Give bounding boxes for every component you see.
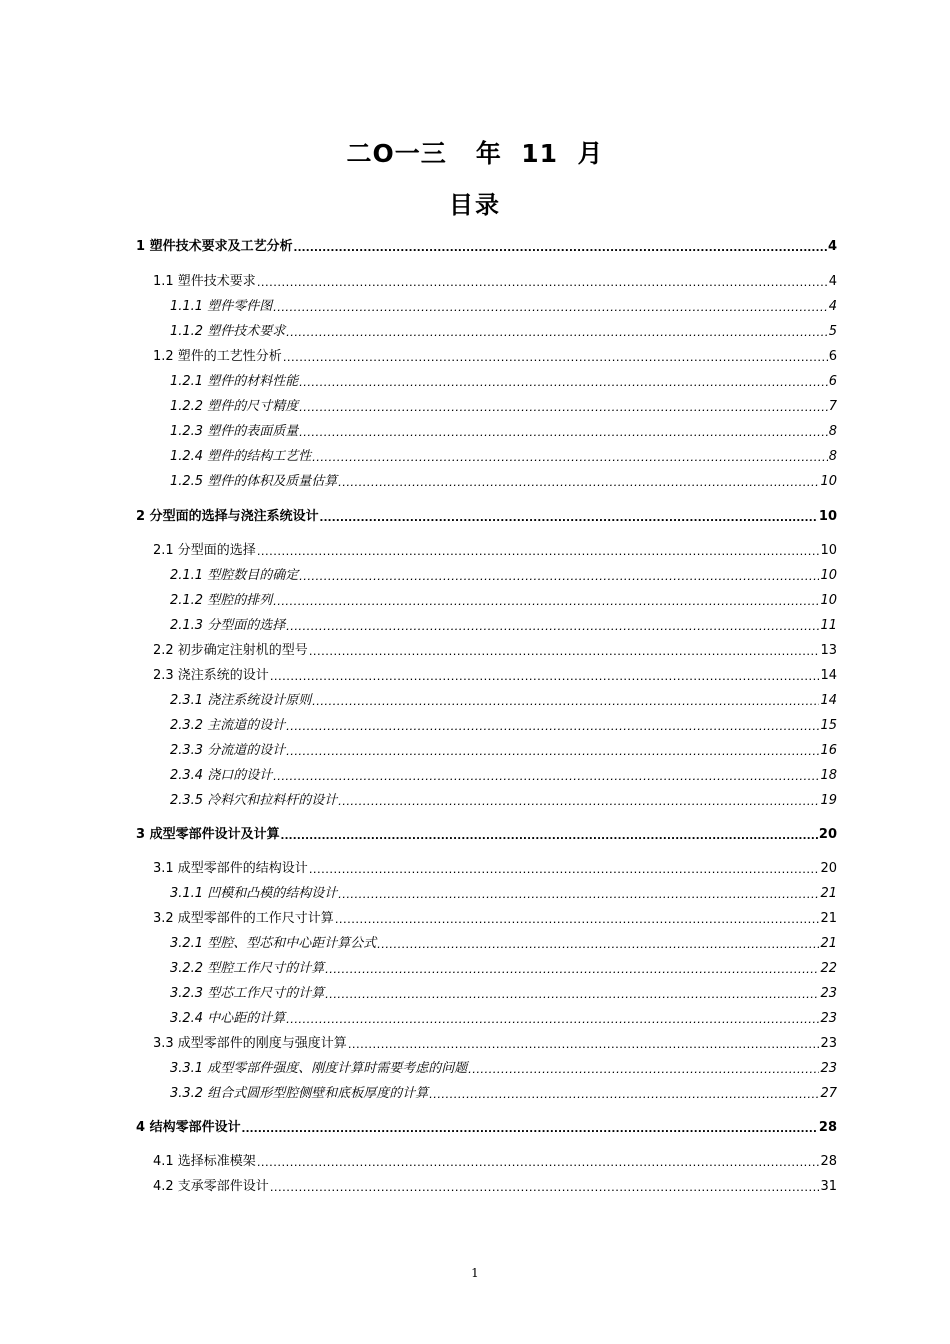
toc-entry-label: 3.2 成型零部件的工作尺寸计算 bbox=[153, 911, 334, 926]
toc-entry-page: 28 bbox=[818, 1120, 837, 1135]
toc-entry-page: 22 bbox=[820, 961, 837, 976]
toc-dot-leader bbox=[309, 860, 820, 878]
toc-dot-leader bbox=[283, 348, 828, 366]
toc-entry-page: 18 bbox=[820, 768, 837, 783]
toc-entry-level3[interactable] bbox=[170, 423, 837, 441]
toc-entry-level2[interactable] bbox=[153, 860, 837, 878]
toc-dot-leader bbox=[338, 473, 819, 491]
toc-entry-page: 28 bbox=[820, 1154, 837, 1169]
toc-entry-label: 2.1.1 型腔数目的确定 bbox=[170, 568, 299, 583]
toc-entry-label: 2.1.3 分型面的选择 bbox=[170, 618, 286, 633]
toc-entry-label: 1.2.5 塑件的体积及质量估算 bbox=[170, 474, 338, 489]
toc-entry-level3[interactable] bbox=[170, 792, 837, 810]
toc-dot-leader bbox=[325, 960, 819, 978]
toc-entry-label: 3.2.4 中心距的计算 bbox=[170, 1011, 286, 1026]
toc-entry-page: 7 bbox=[828, 399, 837, 414]
toc-dot-leader bbox=[309, 642, 820, 660]
toc-entry-level3[interactable] bbox=[170, 1085, 837, 1103]
toc-entry-page: 4 bbox=[828, 299, 837, 314]
toc-entry-page: 23 bbox=[820, 1061, 837, 1076]
toc-dot-leader bbox=[348, 1035, 820, 1053]
toc-entry-level3[interactable] bbox=[170, 592, 837, 610]
toc-entry-label: 3.2.1 型腔、型芯和中心距计算公式 bbox=[170, 936, 377, 951]
toc-entry-label: 3.1.1 凹模和凸模的结构设计 bbox=[170, 886, 338, 901]
toc-dot-leader bbox=[286, 323, 828, 341]
toc-entry-level3[interactable] bbox=[170, 323, 837, 341]
toc-entry-level3[interactable] bbox=[170, 960, 837, 978]
toc-dot-leader bbox=[273, 767, 819, 785]
toc-dot-leader bbox=[270, 1178, 820, 1196]
toc-entry-page: 10 bbox=[820, 474, 837, 489]
toc-entry-label: 3.2.3 型芯工作尺寸的计算 bbox=[170, 986, 325, 1001]
toc-entry-label: 3.3 成型零部件的刚度与强度计算 bbox=[153, 1036, 347, 1051]
toc-entry-level1[interactable] bbox=[136, 508, 837, 526]
toc-entry-level2[interactable] bbox=[153, 542, 837, 560]
toc-entry-label: 1.1.2 塑件技术要求 bbox=[170, 324, 286, 339]
toc-dot-leader bbox=[257, 1153, 820, 1171]
toc-entry-label: 2.3.4 浇口的设计 bbox=[170, 768, 273, 783]
toc-entry-page: 14 bbox=[820, 668, 837, 683]
toc-dot-leader bbox=[299, 567, 819, 585]
toc-entry-label: 1.2.4 塑件的结构工艺性 bbox=[170, 449, 312, 464]
toc-entry-level1[interactable] bbox=[136, 1119, 837, 1137]
toc-entry-label: 1.2.2 塑件的尺寸精度 bbox=[170, 399, 299, 414]
toc-entry-level3[interactable] bbox=[170, 617, 837, 635]
toc-entry-level3[interactable] bbox=[170, 985, 837, 1003]
toc-entry-page: 4 bbox=[827, 239, 837, 254]
toc-entry-page: 20 bbox=[820, 861, 837, 876]
toc-entry-page: 23 bbox=[820, 986, 837, 1001]
toc-entry-page: 8 bbox=[828, 449, 837, 464]
toc-entry-page: 23 bbox=[820, 1036, 837, 1051]
toc-entry-page: 5 bbox=[828, 324, 837, 339]
toc-entry-page: 16 bbox=[820, 743, 837, 758]
toc-entry-page: 10 bbox=[820, 568, 837, 583]
toc-entry-label: 2.2 初步确定注射机的型号 bbox=[153, 643, 308, 658]
toc-dot-leader bbox=[338, 792, 819, 810]
toc-title: 目录 bbox=[449, 191, 501, 219]
toc-entry-label: 2.1 分型面的选择 bbox=[153, 543, 256, 558]
document-date: 二O一三 年 11 月 bbox=[346, 139, 604, 168]
toc-entry-page: 21 bbox=[820, 911, 837, 926]
toc-entry-level2[interactable] bbox=[153, 273, 837, 291]
toc-entry-level3[interactable] bbox=[170, 448, 837, 466]
toc-entry-level2[interactable] bbox=[153, 642, 837, 660]
toc-dot-leader bbox=[286, 617, 819, 635]
toc-entry-level2[interactable] bbox=[153, 910, 837, 928]
toc-entry-label: 1.2.3 塑件的表面质量 bbox=[170, 424, 299, 439]
toc-entry-page: 10 bbox=[820, 543, 837, 558]
toc-entry-label: 3 成型零部件设计及计算 bbox=[136, 827, 280, 842]
toc-dot-leader bbox=[429, 1085, 819, 1103]
toc-entry-label: 1 塑件技术要求及工艺分析 bbox=[136, 239, 293, 254]
toc-entry-page: 6 bbox=[828, 374, 837, 389]
page-number: 1 bbox=[471, 1266, 479, 1280]
toc-entry-level2[interactable] bbox=[153, 1035, 837, 1053]
toc-dot-leader bbox=[312, 692, 819, 710]
toc-dot-leader bbox=[286, 742, 819, 760]
toc-entry-level3[interactable] bbox=[170, 742, 837, 760]
toc-entry-page: 21 bbox=[820, 936, 837, 951]
toc-entry-page: 6 bbox=[828, 349, 837, 364]
toc-dot-leader bbox=[294, 238, 827, 256]
toc-entry-level3[interactable] bbox=[170, 398, 837, 416]
toc-entry-page: 10 bbox=[818, 509, 837, 524]
toc-entry-level3[interactable] bbox=[170, 692, 837, 710]
toc-entry-label: 3.3.2 组合式圆形型腔侧壁和底板厚度的计算 bbox=[170, 1086, 429, 1101]
toc-entry-page: 19 bbox=[820, 793, 837, 808]
toc-entry-page: 23 bbox=[820, 1011, 837, 1026]
toc-entry-level3[interactable] bbox=[170, 1060, 837, 1078]
toc-entry-page: 27 bbox=[820, 1086, 837, 1101]
toc-dot-leader bbox=[281, 826, 818, 844]
toc-entry-page: 10 bbox=[820, 593, 837, 608]
toc-dot-leader bbox=[320, 508, 818, 526]
toc-dot-leader bbox=[299, 423, 828, 441]
toc-entry-level2[interactable] bbox=[153, 348, 837, 366]
toc-entry-page: 4 bbox=[828, 274, 837, 289]
toc-entry-level1[interactable] bbox=[136, 238, 837, 256]
toc-entry-level3[interactable] bbox=[170, 567, 837, 585]
toc-dot-leader bbox=[325, 985, 819, 1003]
toc-entry-level3[interactable] bbox=[170, 767, 837, 785]
toc-entry-label: 2.3 浇注系统的设计 bbox=[153, 668, 269, 683]
toc-entry-page: 11 bbox=[820, 618, 837, 633]
toc-entry-label: 1.2.1 塑件的材料性能 bbox=[170, 374, 299, 389]
toc-entry-level3[interactable] bbox=[170, 1010, 837, 1028]
toc-entry-label: 4.1 选择标准模架 bbox=[153, 1154, 256, 1169]
toc-dot-leader bbox=[335, 910, 820, 928]
toc-entry-level3[interactable] bbox=[170, 717, 837, 735]
toc-dot-leader bbox=[273, 592, 819, 610]
toc-entry-level3[interactable] bbox=[170, 885, 837, 903]
toc-entry-label: 1.2 塑件的工艺性分析 bbox=[153, 349, 282, 364]
toc-dot-leader bbox=[270, 667, 820, 685]
toc-entry-label: 2 分型面的选择与浇注系统设计 bbox=[136, 509, 319, 524]
toc-dot-leader bbox=[468, 1060, 819, 1078]
toc-entry-page: 21 bbox=[820, 886, 837, 901]
toc-entry-level1[interactable] bbox=[136, 826, 837, 844]
toc-entry-page: 8 bbox=[828, 424, 837, 439]
toc-dot-leader bbox=[299, 373, 828, 391]
toc-entry-level2[interactable] bbox=[153, 667, 837, 685]
toc-entry-label: 4.2 支承零部件设计 bbox=[153, 1179, 269, 1194]
toc-dot-leader bbox=[257, 273, 828, 291]
toc-entry-page: 20 bbox=[818, 827, 837, 842]
toc-entry-level3[interactable] bbox=[170, 298, 837, 316]
toc-entry-label: 3.3.1 成型零部件强度、刚度计算时需要考虑的问题 bbox=[170, 1061, 468, 1076]
toc-entry-level3[interactable] bbox=[170, 373, 837, 391]
toc-entry-label: 1.1 塑件技术要求 bbox=[153, 274, 256, 289]
toc-dot-leader bbox=[242, 1119, 818, 1137]
toc-entry-page: 31 bbox=[820, 1179, 837, 1194]
toc-entry-level2[interactable] bbox=[153, 1178, 837, 1196]
toc-dot-leader bbox=[273, 298, 828, 316]
toc-entry-label: 2.3.3 分流道的设计 bbox=[170, 743, 286, 758]
toc-entry-level2[interactable] bbox=[153, 1153, 837, 1171]
toc-entry-label: 2.3.5 冷料穴和拉料杆的设计 bbox=[170, 793, 338, 808]
toc-entry-level3[interactable] bbox=[170, 935, 837, 953]
toc-dot-leader bbox=[257, 542, 820, 560]
toc-entry-label: 3.2.2 型腔工作尺寸的计算 bbox=[170, 961, 325, 976]
toc-dot-leader bbox=[286, 717, 819, 735]
toc-entry-label: 2.3.1 浇注系统设计原则 bbox=[170, 693, 312, 708]
toc-entry-label: 3.1 成型零部件的结构设计 bbox=[153, 861, 308, 876]
toc-entry-level3[interactable] bbox=[170, 473, 837, 491]
toc-dot-leader bbox=[338, 885, 819, 903]
toc-entry-label: 4 结构零部件设计 bbox=[136, 1120, 241, 1135]
toc-entry-page: 13 bbox=[820, 643, 837, 658]
toc-entry-label: 1.1.1 塑件零件图 bbox=[170, 299, 273, 314]
toc-dot-leader bbox=[312, 448, 828, 466]
toc-entry-label: 2.3.2 主流道的设计 bbox=[170, 718, 286, 733]
table-of-contents bbox=[136, 0, 837, 1344]
toc-entry-label: 2.1.2 型腔的排列 bbox=[170, 593, 273, 608]
toc-dot-leader bbox=[286, 1010, 819, 1028]
toc-entry-page: 15 bbox=[820, 718, 837, 733]
toc-dot-leader bbox=[299, 398, 828, 416]
toc-entry-page: 14 bbox=[820, 693, 837, 708]
toc-dot-leader bbox=[377, 935, 819, 953]
